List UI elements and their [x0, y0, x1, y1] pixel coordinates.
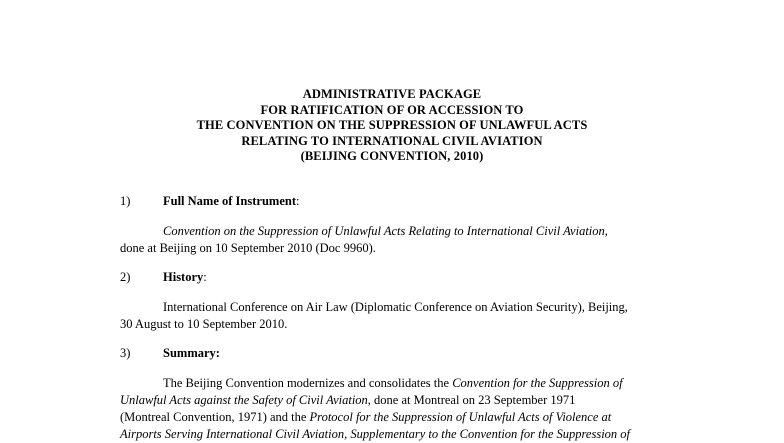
paragraph-line — [120, 375, 664, 392]
section-colon: : — [203, 270, 207, 284]
section-number: 3) — [120, 346, 131, 360]
title-line: RELATING TO INTERNATIONAL CIVIL AVIATION — [241, 133, 543, 148]
section-1-heading — [120, 194, 299, 209]
document-title — [0, 87, 784, 165]
section-3-heading — [120, 346, 220, 361]
paragraph-line: Convention on the Suppression of Unlawful Acts Relating to International Civil Aviation, — [163, 224, 608, 238]
section-3-body — [120, 375, 664, 443]
section-label: Summary: — [163, 346, 220, 360]
paragraph-line — [120, 392, 664, 409]
title-line: THE CONVENTION ON THE SUPPRESSION OF UNLAWFUL ACTS — [196, 118, 588, 133]
section-label: Full Name of Instrument — [163, 194, 296, 208]
section-1-body — [120, 223, 664, 257]
title-line: FOR RATIFICATION OF OR ACCESSION TO — [260, 102, 524, 117]
paragraph-line: done at Beijing on 10 September 2010 (Doc 9960). — [120, 241, 376, 255]
text-run: (Montreal Convention, 1971) and the — [120, 410, 310, 424]
title-line: ADMINISTRATIVE PACKAGE — [302, 87, 482, 101]
title-line: (BEIJING CONVENTION, 2010) — [300, 149, 484, 164]
section-number: 2) — [120, 270, 131, 284]
text-run: Unlawful Acts against the Safety of Civil Aviation — [120, 393, 368, 407]
section-2-heading — [120, 270, 207, 285]
text-run: Convention for the Suppression of — [452, 376, 623, 390]
text-run: The Beijing Convention modernizes and consolidates the — [163, 376, 453, 390]
section-colon: : — [295, 194, 300, 208]
paragraph-line: Airports Serving International Civil Aviation, Supplementary to the Convention for the Suppression of — [120, 427, 631, 441]
paragraph-line: International Conference on Air Law (Diplomatic Conference on Aviation Security), Beijing, — [163, 300, 628, 314]
paragraph-line: 30 August to 10 September 2010. — [120, 317, 288, 331]
section-number: 1) — [120, 194, 131, 208]
paragraph-line — [120, 409, 664, 426]
text-run: , done at Montreal on 23 September 1971 — [367, 393, 576, 407]
section-label: History — [163, 270, 204, 284]
section-2-body — [120, 299, 664, 333]
text-run: Protocol for the Suppression of Unlawful Acts of Violence at — [309, 410, 612, 424]
